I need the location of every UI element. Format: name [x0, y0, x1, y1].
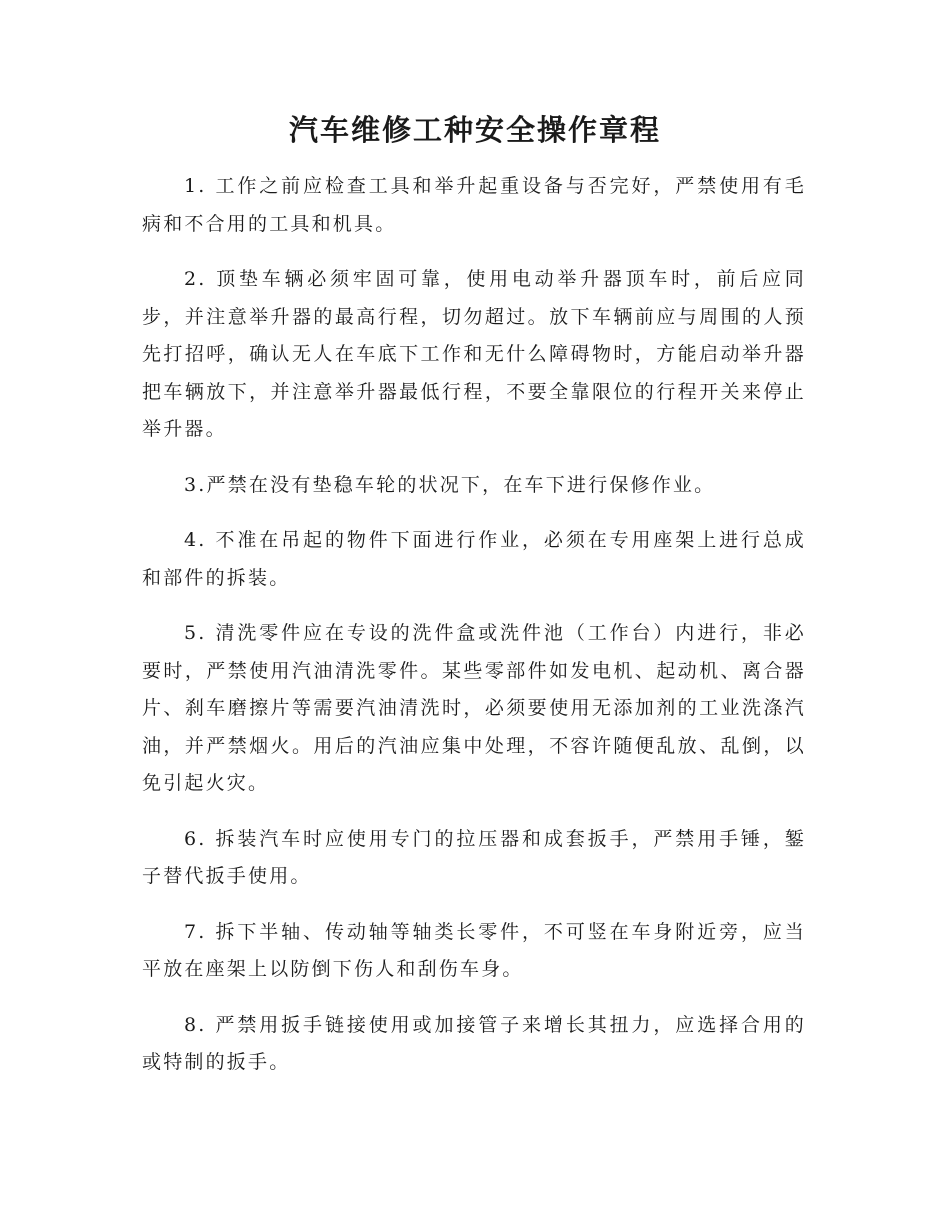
paragraph-5: 5. 清洗零件应在专设的洗件盒或洗件池（工作台）内进行，非必要时，严禁使用汽油清洗零件。某些零部件如发电机、起动机、离合器片、刹车磨擦片等需要汽油清洗时，必须要使用无添加剂的工业洗涤汽油，并严禁烟火。用后的汽油应集中处理，不容许随便乱放、乱倒，以免引起火灾。	[142, 622, 806, 794]
document-body	[142, 168, 806, 1100]
paragraph-1: 1. 工作之前应检查工具和举升起重设备与否完好，严禁使用有毛病和不合用的工具和机具。	[142, 175, 806, 235]
paragraph-8: 8. 严禁用扳手链接使用或加接管子来增长其扭力，应选择合用的或特制的扳手。	[142, 1013, 806, 1073]
paragraph-2: 2. 顶垫车辆必须牢固可靠，使用电动举升器顶车时，前后应同步，并注意举升器的最高行程，切勿超过。放下车辆前应与周围的人预先打招呼，确认无人在车底下工作和无什么障碍物时，方能启动举升器把车辆放下，并注意举升器最低行程，不要全靠限位的行程开关来停止举升器。	[142, 268, 806, 440]
document-title: 汽车维修工种安全操作章程	[288, 113, 661, 147]
paragraph-6: 6. 拆装汽车时应使用专门的拉压器和成套扳手，严禁用手锤，錾子替代扳手使用。	[142, 827, 806, 887]
paragraph-4: 4. 不准在吊起的物件下面进行作业，必须在专用座架上进行总成和部件的拆装。	[142, 529, 806, 589]
paragraph-3: 3.严禁在没有垫稳车轮的状况下，在车下进行保修作业。	[184, 473, 716, 496]
paragraph-7: 7. 拆下半轴、传动轴等轴类长零件，不可竖在车身附近旁，应当平放在座架上以防倒下伤人和刮伤车身。	[142, 920, 806, 980]
